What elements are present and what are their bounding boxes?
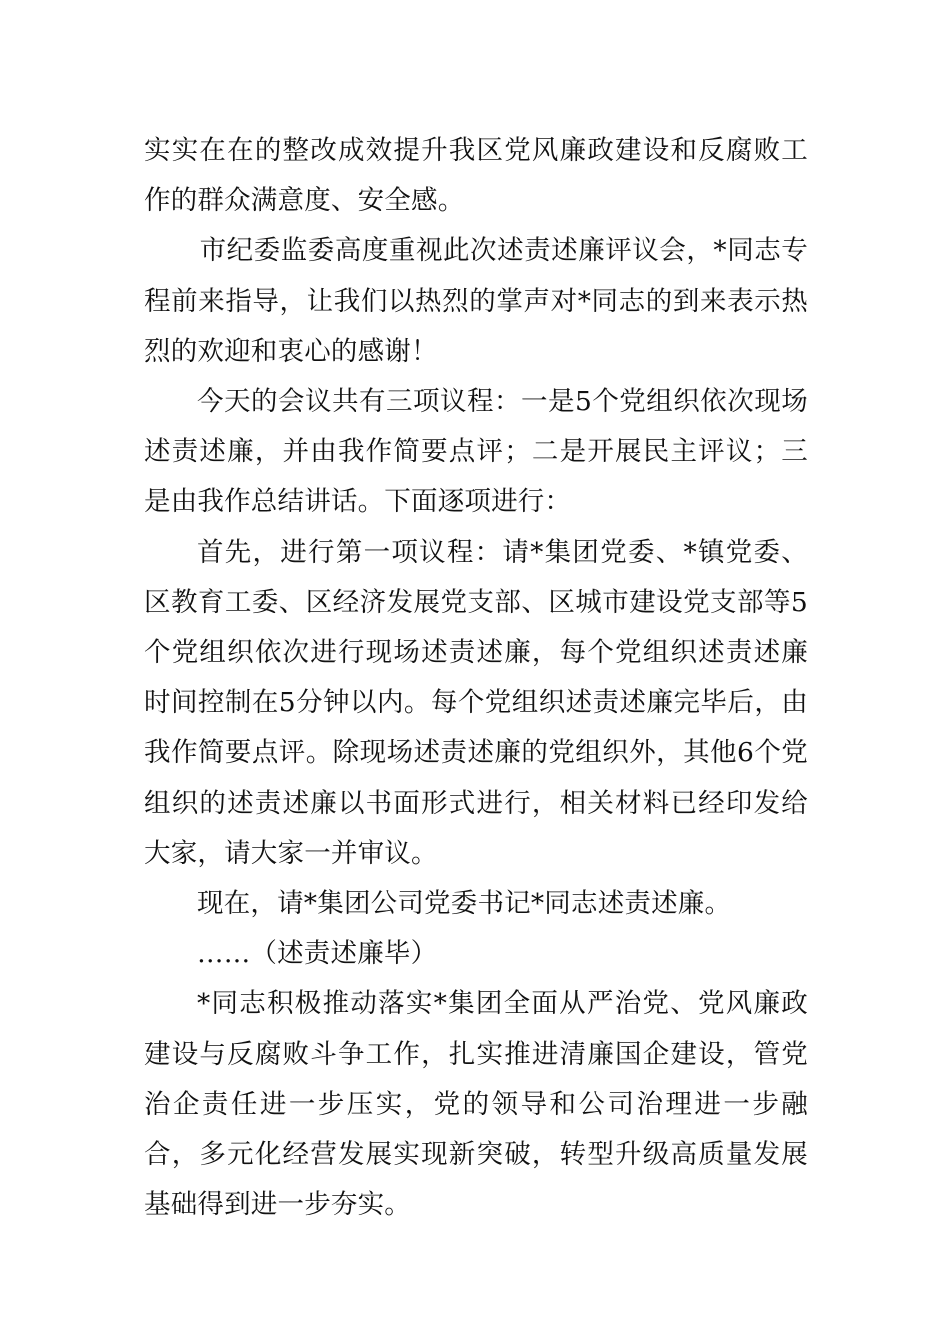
- paragraph-speech-end: ……（述责述廉毕）: [197, 938, 438, 970]
- paragraph-welcome: 市纪委监委高度重视此次述责述廉评议会，*同志专程前来指导，让我们以热烈的掌声对*同志的到来表示热烈的欢迎和衷心的感谢！: [144, 235, 808, 367]
- paragraph-invite-speaker: 现在，请*集团公司党委书记*同志述责述廉。: [197, 888, 732, 920]
- document-body: [144, 126, 808, 1230]
- paragraph-agenda: 今天的会议共有三项议程：一是5个党组织依次现场述责述廉，并由我作简要点评；二是开展民主评议；三是由我作总结讲话。下面逐项进行：: [144, 386, 808, 518]
- paragraph-first-item: 首先，进行第一项议程：请*集团党委、*镇党委、区教育工委、区经济发展党支部、区城市建设党支部等5个党组织依次进行现场述责述廉，每个党组织述责述廉时间控制在5分钟以内。每个党组织述责述廉完毕后，由我作简要点评。除现场述责述廉的党组织外，其他6个党组织的述责述廉以书面形式进行，相关材料已经印发给大家，请大家一并审议。: [144, 536, 808, 869]
- paragraph-comment: *同志积极推动落实*集团全面从严治党、党风廉政建设与反腐败斗争工作，扎实推进清廉国企建设，管党治企责任进一步压实，党的领导和公司治理进一步融合，多元化经营发展实现新突破，转型升级高质量发展基础得到进一步夯实。: [144, 988, 808, 1221]
- paragraph-continuation: 实实在在的整改成效提升我区党风廉政建设和反腐败工作的群众满意度、安全感。: [144, 135, 808, 217]
